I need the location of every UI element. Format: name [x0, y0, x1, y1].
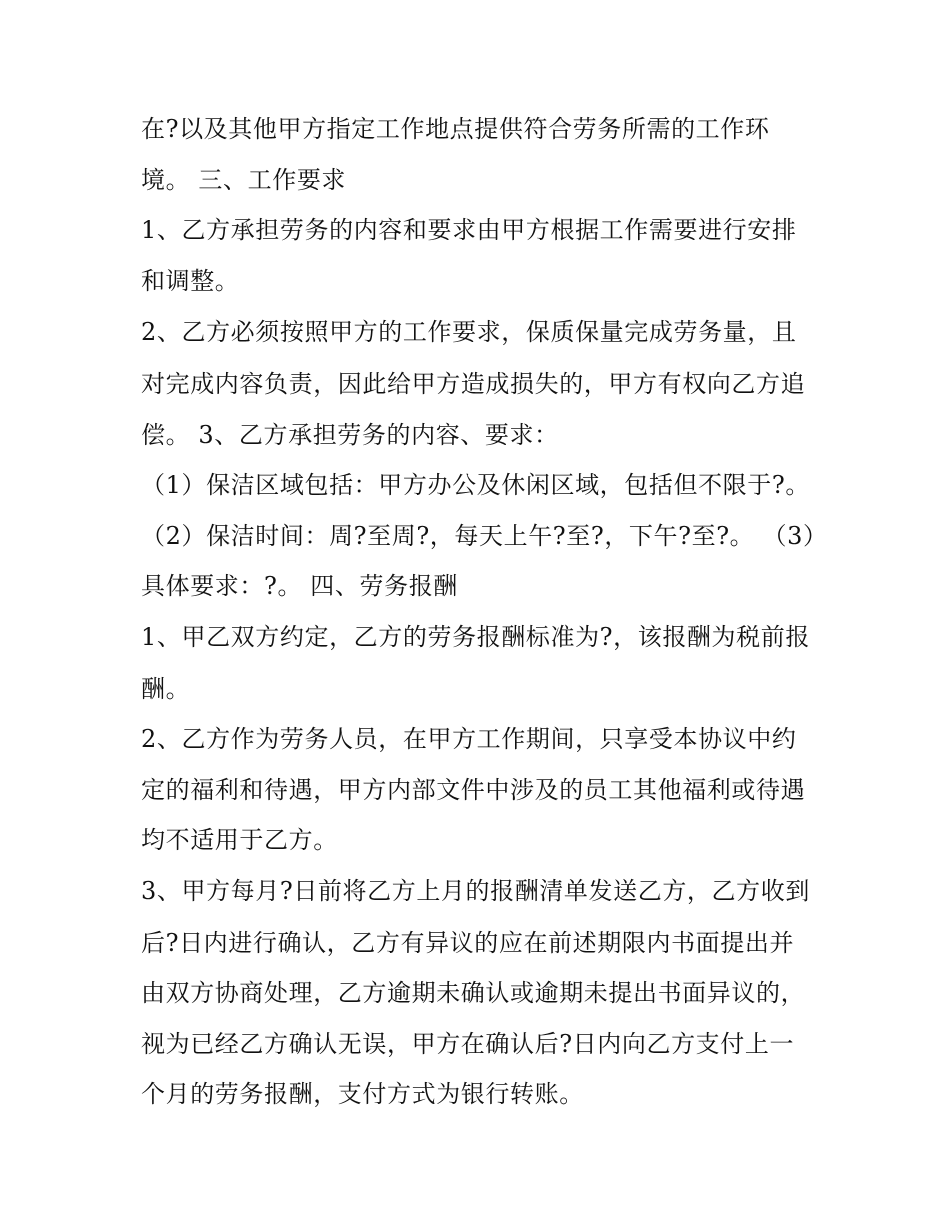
text-line: 和调整。: [141, 267, 240, 295]
text-line: 由双方协商处理，乙方逾期未确认或逾期未提出书面异议的，: [141, 979, 806, 1007]
text-line: 视为已经乙方确认无误，甲方在确认后?日内向乙方支付上一: [141, 1030, 795, 1058]
text-line: 定的福利和待遇，甲方内部文件中涉及的员工其他福利或待遇: [141, 776, 806, 804]
text-line: 均不适用于乙方。: [141, 826, 338, 854]
text-line: 具体要求：?。 四、劳务报酬: [141, 572, 458, 600]
text-line: 对完成内容负责，因此给甲方造成损失的，甲方有权向乙方追: [141, 370, 806, 398]
text-line: 1、甲乙双方约定，乙方的劳务报酬标准为?，该报酬为税前报: [141, 623, 810, 651]
text-line: 2、乙方作为劳务人员，在甲方工作期间，只享受本协议中约: [141, 725, 797, 753]
text-line: （2）保洁时间：周?至周?，每天上午?至?，下午?至?。 （3）: [141, 522, 828, 550]
text-line: 在?以及其他甲方指定工作地点提供符合劳务所需的工作环: [141, 115, 770, 143]
text-line: 个月的劳务报酬，支付方式为银行转账。: [141, 1080, 584, 1108]
text-line: 3、甲方每月?日前将乙方上月的报酬清单发送乙方，乙方收到: [141, 877, 810, 905]
text-line: 偿。 3、乙方承担劳务的内容、要求：: [141, 421, 559, 449]
text-line: 1、乙方承担劳务的内容和要求由甲方根据工作需要进行安排: [141, 216, 797, 244]
text-line: 后?日内进行确认，乙方有异议的应在前述期限内书面提出并: [141, 929, 795, 957]
text-line: 酬。: [141, 675, 191, 703]
text-line: （1）保洁区域包括：甲方办公及休闲区域，包括但不限于?。: [141, 471, 810, 499]
text-line: 境。 三、工作要求: [141, 166, 347, 194]
text-line: 2、乙方必须按照甲方的工作要求，保质保量完成劳务量，且: [141, 318, 797, 346]
